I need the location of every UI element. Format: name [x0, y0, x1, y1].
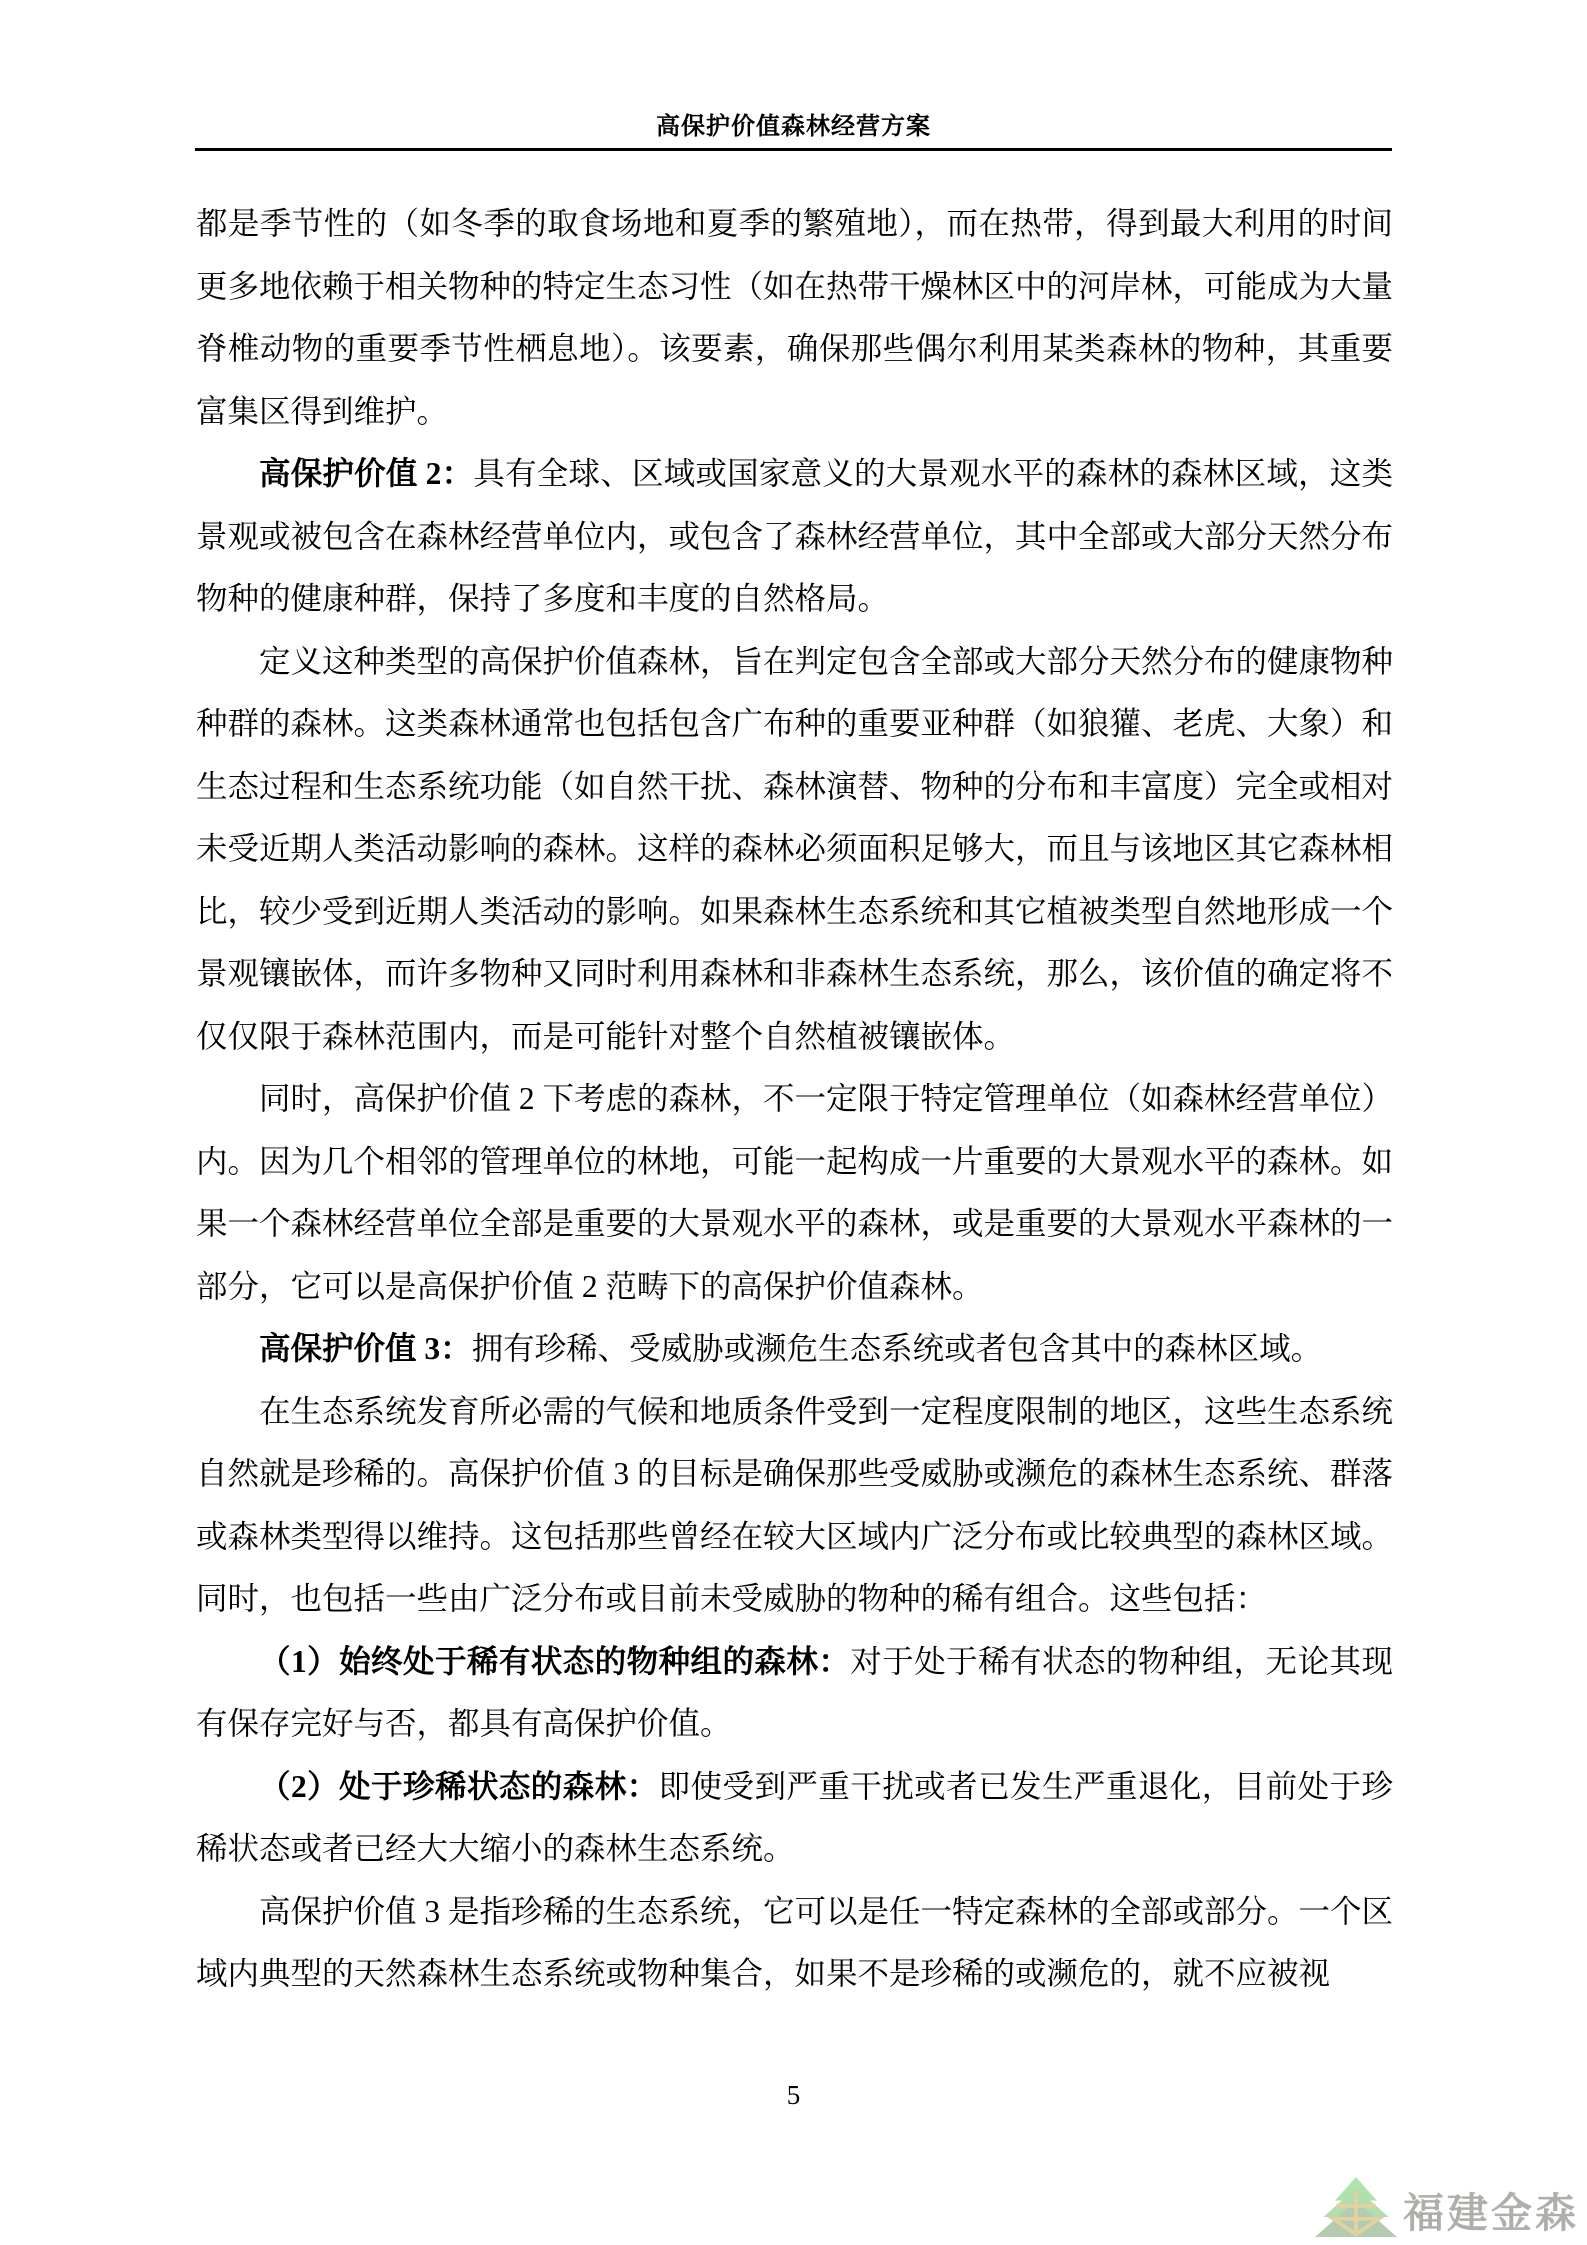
- paragraph-lead: （1）始终处于稀有状态的物种组的森林：: [259, 1643, 851, 1679]
- header-rule: [195, 148, 1392, 151]
- paragraph: [196, 631, 1393, 1069]
- paragraph-text: 即使受到严重干扰或者已发生严重退化，目前处于珍稀状态或者已经大大缩小的森林生态系统。: [196, 1768, 1393, 1866]
- paragraph-lead: 高保护价值 2：: [259, 456, 474, 491]
- paragraph-text: 具有全球、区域或国家意义的大景观水平的森林的森林区域，这类景观或被包含在森林经营单位内，或包含了森林经营单位，其中全部或大部分天然分布物种的健康种群，保持了多度和丰度的自然格局。: [196, 456, 1394, 616]
- company-logo: [1315, 2177, 1579, 2237]
- page-header: [0, 0, 1587, 151]
- paragraph: [196, 443, 1393, 631]
- page-number: 5: [786, 2080, 801, 2110]
- paragraph: [196, 1756, 1393, 1881]
- paragraph: [196, 1381, 1393, 1631]
- paragraph: [196, 1318, 1393, 1381]
- document-body: [196, 193, 1393, 2006]
- paragraph-lead: （2）处于珍稀状态的森林：: [259, 1768, 659, 1804]
- paragraph-text: 定义这种类型的高保护价值森林，旨在判定包含全部或大部分天然分布的健康物种种群的森林。这类森林通常也包括包含广布种的重要亚种群（如狼獾、老虎、大象）和生态过程和生态系统功能（如自然干扰、森林演替、物种的分布和丰富度）完全或相对未受近期人类活动影响的森林。这样的森林必须面积足够大，而且与该地区其它森林相比，较少受到近期人类活动的影响。如果森林生态系统和其它植被类型自然地形成一个景观镶嵌体，而许多物种又同时利用森林和非森林生态系统，那么，该价值的确定将不仅仅限于森林范围内，而是可能针对整个自然植被镶嵌体。: [196, 643, 1394, 1054]
- paragraph-text: 对于处于稀有状态的物种组，无论其现有保存完好与否，都具有高保护价值。: [196, 1643, 1393, 1741]
- paragraph-text: 同时，高保护价值 2 下考虑的森林，不一定限于特定管理单位（如森林经营单位）内。因为几个相邻的管理单位的林地，可能一起构成一片重要的大景观水平的森林。如果一个森林经营单位全部是重要的大景观水平的森林，或是重要的大景观水平森林的一部分，它可以是高保护价值 2 范畴下的高保护价值森林。: [196, 1081, 1394, 1304]
- paragraph: [196, 193, 1393, 443]
- paragraph-text: 在生态系统发育所必需的气候和地质条件受到一定程度限制的地区，这些生态系统自然就是珍稀的。高保护价值 3 的目标是确保那些受威胁或濒危的森林生态系统、群落或森林类型得以维持。这包括那些曾经在较大区域内广泛分布或比较典型的森林区域。同时，也包括一些由广泛分布或目前未受威胁的物种的稀有组合。这些包括：: [196, 1393, 1394, 1616]
- paragraph: [196, 1881, 1393, 2006]
- header-title: 高保护价值森林经营方案: [656, 114, 931, 140]
- pine-tree-logo-icon: [1315, 2177, 1397, 2237]
- paragraph-text: 拥有珍稀、受威胁或濒危生态系统或者包含其中的森林区域。: [471, 1331, 1323, 1366]
- paragraph-text: 高保护价值 3 是指珍稀的生态系统，它可以是任一特定森林的全部或部分。一个区域内典型的天然森林生态系统或物种集合，如果不是珍稀的或濒危的，就不应被视: [196, 1893, 1394, 1991]
- paragraph-text: 都是季节性的（如冬季的取食场地和夏季的繁殖地），而在热带，得到最大利用的时间更多地依赖于相关物种的特定生态习性（如在热带干燥林区中的河岸林，可能成为大量脊椎动物的重要季节性栖息地）。该要素，确保那些偶尔利用某类森林的物种，其重要富集区得到维护。: [196, 206, 1394, 429]
- company-logo-text: 福建金森: [1403, 2190, 1579, 2236]
- paragraph: [196, 1631, 1393, 1756]
- paragraph-lead: 高保护价值 3：: [259, 1331, 472, 1366]
- paragraph: [196, 1068, 1393, 1318]
